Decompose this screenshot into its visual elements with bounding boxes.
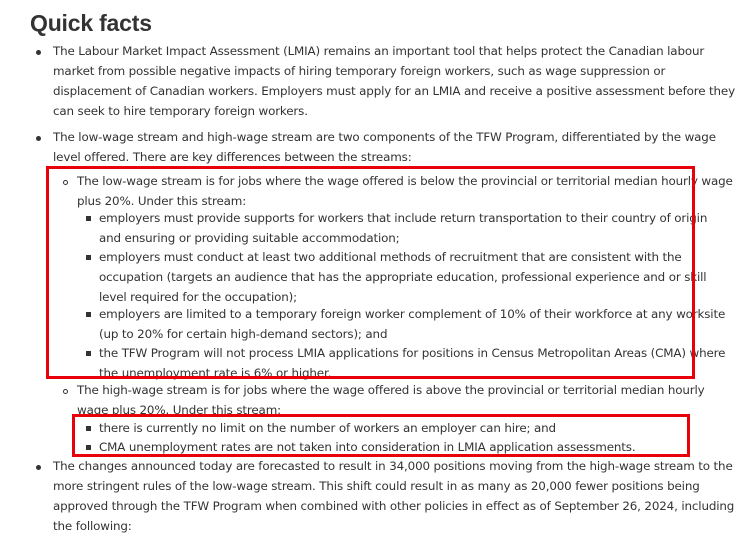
sub-item-high-wage-stream xyxy=(77,380,705,420)
bullet-square-icon xyxy=(86,216,91,221)
list-item-line: can seek to hire temporary foreign workers. xyxy=(53,104,308,118)
sub-item-low-wage-stream xyxy=(77,171,733,211)
section-heading: Quick facts xyxy=(30,10,152,36)
list-item-line: wage plus 20%. Under this stream: xyxy=(77,403,281,417)
list-item-line: level offered. There are key differences between the streams: xyxy=(53,150,412,164)
list-item-line: employers are limited to a temporary foreign worker complement of 10% of their workforce at any worksite xyxy=(99,307,726,321)
low-wage-rule-workforce-cap xyxy=(99,304,725,344)
low-wage-rule-transportation xyxy=(99,208,707,248)
bullet-square-icon xyxy=(86,351,91,356)
list-item-line: market from possible negative impacts of hiring temporary foreign workers, such as wage suppression or xyxy=(53,64,666,78)
list-item-line: occupation (targets an audience that has the appropriate education, professional experience and or skill xyxy=(99,270,707,284)
list-item-line: there is currently no limit on the number of workers an employer can hire; and xyxy=(99,421,556,435)
bullet-circle-icon xyxy=(63,180,68,185)
list-item-line: CMA unemployment rates are not taken into consideration in LMIA application assessments. xyxy=(99,440,636,454)
list-item-line: (up to 20% for certain high-demand sectors); and xyxy=(99,327,388,341)
list-item-line: more stringent rules of the low-wage stream. This shift could result in as many as 20,000 fewer positions being xyxy=(53,479,700,493)
high-wage-rule-no-limit xyxy=(99,418,556,438)
low-wage-rule-cma xyxy=(99,343,725,383)
list-item-line: plus 20%. Under this stream: xyxy=(77,194,247,208)
bullet-disc-icon xyxy=(36,50,41,55)
list-item-forecast xyxy=(53,456,734,536)
list-item-line: displacement of Canadian workers. Employers must apply for an LMIA and receive a positive assessment before they xyxy=(53,84,735,98)
list-item-line: The high-wage stream is for jobs where the wage offered is above the provincial or territorial median hourly xyxy=(77,383,705,397)
bullet-square-icon xyxy=(86,312,91,317)
list-item-line: the following: xyxy=(53,519,132,533)
list-item-line: employers must provide supports for workers that include return transportation to their country of origin xyxy=(99,211,708,225)
list-item-streams xyxy=(53,127,716,167)
list-item-line: employers must conduct at least two additional methods of recruitment that are consistent with the xyxy=(99,250,682,264)
list-item-lmia xyxy=(53,41,735,121)
bullet-circle-icon xyxy=(63,389,68,394)
list-item-line: the unemployment rate is 6% or higher. xyxy=(99,366,332,380)
list-item-line: The low-wage stream is for jobs where the wage offered is below the provincial or territorial median hourly wage xyxy=(77,174,733,188)
list-item-line: approved through the TFW Program when combined with other policies in effect as of September 26, 2024, including xyxy=(53,499,735,513)
bullet-square-icon xyxy=(86,255,91,260)
bullet-square-icon xyxy=(86,445,91,450)
low-wage-rule-recruitment xyxy=(99,247,706,307)
list-item-line: The low-wage stream and high-wage stream are two components of the TFW Program, differentiated by the wage xyxy=(53,130,716,144)
bullet-disc-icon xyxy=(36,465,41,470)
list-item-line: and ensuring or providing suitable accommodation; xyxy=(99,231,400,245)
list-item-line: The Labour Market Impact Assessment (LMIA) remains an important tool that helps protect the Canadian labour xyxy=(53,44,705,58)
list-item-line: level required for the occupation); xyxy=(99,290,297,304)
high-wage-rule-cma xyxy=(99,437,635,457)
list-item-line: the TFW Program will not process LMIA applications for positions in Census Metropolitan Areas (CMA) where xyxy=(99,346,726,360)
bullet-square-icon xyxy=(86,426,91,431)
bullet-disc-icon xyxy=(36,136,41,141)
list-item-line: The changes announced today are forecasted to result in 34,000 positions moving from the high-wage stream to the xyxy=(53,459,733,473)
